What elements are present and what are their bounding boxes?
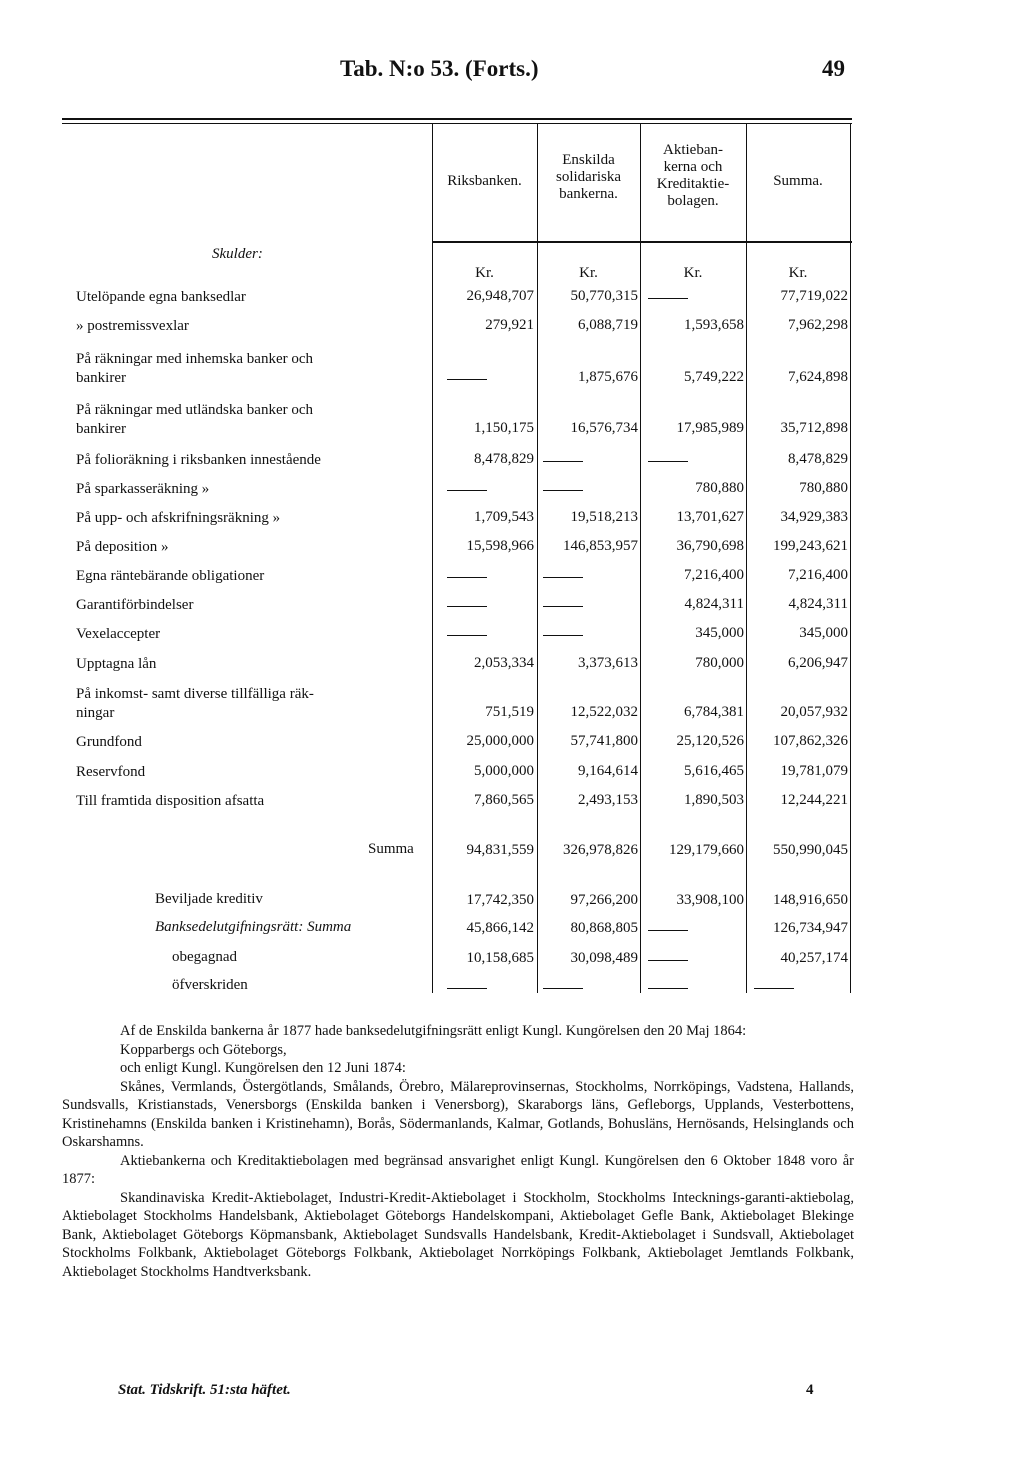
col-divider-4	[746, 123, 747, 993]
table-title: Tab. N:o 53. (Forts.)	[340, 56, 539, 81]
data-table	[62, 118, 852, 1008]
page-header	[0, 56, 1024, 86]
row-label: På sparkasseräkning »	[76, 481, 210, 497]
value-cell: 97,266,200	[570, 892, 638, 908]
value-cell: 2,053,334	[474, 655, 534, 671]
value-cell: 40,257,174	[780, 950, 848, 966]
col-header-line: Enskilda	[562, 152, 615, 168]
col-header-riksbanken	[432, 173, 537, 190]
value-cell: 80,868,805	[570, 920, 638, 936]
value-cell: 5,616,465	[684, 763, 744, 779]
col-header-line: Summa.	[773, 173, 823, 189]
table-top-rule	[62, 118, 852, 120]
value-cell: 12,244,221	[780, 792, 848, 808]
footer-source: Stat. Tidskrift. 51:sta häftet.	[118, 1382, 291, 1398]
value-cell: 17,985,989	[676, 420, 744, 436]
value-cell: 6,088,719	[578, 317, 638, 333]
value-cell: 7,624,898	[788, 369, 848, 385]
note-paragraph: Skandinaviska Kredit-Aktiebolaget, Industri-Kredit-Aktiebolaget i Stockholm, Stockholms Intecknings-garanti-aktiebolag, Aktiebolaget Stockholms Handelsbank, Aktiebolaget Göteborgs Handelskompani, Aktiebolaget Gefle Bank, Aktiebolaget Blekinge Bank, Aktiebolaget Göteborgs Köpmansbank, Aktiebolaget Sundsvalls Handelsbank, Kredit-Aktiebolaget i Sundsvall, Aktiebolaget Stockholms Folkbank, Aktiebolaget Göteborgs Folkbank, Aktiebolaget Norrköpings Folkbank, Aktiebolaget Jemtlands Folkbank, Aktiebolaget Stockholms Handtverksbank.	[62, 1189, 854, 1280]
unit-label: Kr.	[579, 265, 598, 281]
value-cell: 550,990,045	[773, 842, 848, 858]
note-paragraph: Kopparbergs och Göteborgs,	[120, 1041, 287, 1058]
col-divider-2	[537, 123, 538, 993]
col-header-line: solidariska	[556, 169, 621, 185]
row-label: På räkningar med inhemska banker och	[76, 351, 314, 367]
note-paragraph: och enligt Kungl. Kungörelsen den 12 Juni 1874:	[120, 1060, 406, 1076]
value-cell: 7,860,565	[474, 792, 534, 808]
value-cell: 94,831,559	[466, 842, 534, 858]
empty-dash	[447, 606, 487, 607]
col-header-line: kerna och	[663, 159, 723, 175]
col-divider-5	[850, 123, 851, 993]
value-cell: 1,875,676	[578, 369, 638, 385]
value-cell: 16,576,734	[570, 420, 638, 436]
row-label: Egna räntebärande obligationer	[76, 568, 265, 584]
notes-section	[62, 1022, 854, 1281]
summa-label: Summa	[368, 841, 414, 857]
value-cell: 45,866,142	[466, 920, 534, 936]
value-cell: 10,158,685	[466, 950, 534, 966]
col-divider-1	[432, 123, 433, 993]
value-cell: 8,478,829	[788, 451, 848, 467]
row-label: På deposition »	[76, 539, 169, 555]
value-cell: 751,519	[485, 704, 534, 720]
col-header-line: bolagen.	[667, 193, 719, 209]
value-cell: 6,784,381	[684, 704, 744, 720]
table-top-rule-thin	[62, 123, 852, 124]
credit-row-label: obegagnad	[172, 949, 237, 965]
value-cell: 326,978,826	[563, 842, 638, 858]
empty-dash	[648, 960, 688, 961]
value-cell: 780,000	[695, 655, 744, 671]
value-cell: 7,962,298	[788, 317, 848, 333]
value-cell: 780,880	[799, 480, 848, 496]
col-header-line: Aktieban-	[663, 142, 723, 158]
row-label: Utelöpande egna banksedlar	[76, 289, 246, 305]
empty-dash	[648, 930, 688, 931]
note-paragraph: Aktiebankerna och Kreditaktiebolagen med begränsad ansvarighet enligt Kungl. Kungörelsen den 6 Oktober 1848 voro år 1877:	[62, 1152, 854, 1187]
value-cell: 107,862,326	[773, 733, 848, 749]
value-cell: 199,243,621	[773, 538, 848, 554]
value-cell: 148,916,650	[773, 892, 848, 908]
value-cell: 33,908,100	[676, 892, 744, 908]
col-header-line: Kreditaktie-	[656, 176, 730, 192]
value-cell: 35,712,898	[780, 420, 848, 436]
section-label-skulder: Skulder:	[212, 246, 263, 262]
value-cell: 3,373,613	[578, 655, 638, 671]
empty-dash	[543, 577, 583, 578]
col-divider-3	[640, 123, 641, 993]
value-cell: 4,824,311	[788, 596, 848, 612]
value-cell: 19,781,079	[780, 763, 848, 779]
value-cell: 780,880	[695, 480, 744, 496]
col-header-summa	[746, 173, 850, 190]
empty-dash	[543, 606, 583, 607]
value-cell: 4,824,311	[684, 596, 744, 612]
value-cell: 7,216,400	[788, 567, 848, 583]
empty-dash	[447, 635, 487, 636]
empty-dash	[447, 490, 487, 491]
value-cell: 9,164,614	[578, 763, 638, 779]
empty-dash	[543, 490, 583, 491]
col-header-aktiebanker	[640, 142, 746, 210]
row-label: bankirer	[76, 421, 126, 437]
value-cell: 345,000	[695, 625, 744, 641]
value-cell: 30,098,489	[570, 950, 638, 966]
unit-label: Kr.	[683, 265, 703, 281]
value-cell: 25,120,526	[676, 733, 744, 749]
footer-signature: 4	[806, 1382, 814, 1398]
value-cell: 17,742,350	[466, 892, 534, 908]
value-cell: 345,000	[799, 625, 848, 641]
value-cell: 1,890,503	[684, 792, 744, 808]
credit-row-label: Banksedelutgifningsrätt: Summa	[155, 919, 352, 935]
row-label: bankirer	[76, 370, 126, 386]
value-cell: 50,770,315	[570, 288, 638, 304]
credit-row-label: Beviljade kreditiv	[155, 891, 263, 907]
value-cell: 1,709,543	[474, 509, 534, 525]
col-header-line: Riksbanken.	[447, 173, 522, 189]
note-paragraph: Af de Enskilda bankerna år 1877 hade banksedelutgifningsrätt enligt Kungl. Kungörelsen den 20 Maj 1864:	[120, 1023, 747, 1039]
value-cell: 34,929,383	[780, 509, 848, 525]
note-paragraph: Skånes, Vermlands, Östergötlands, Smålands, Örebro, Mälareprovinsernas, Stockholms, Norrköpings, Vadstena, Hallands, Sundsvalls, Kristianstads, Venersborgs (Enskilda banken i Venersborg), Skaraborgs läns, Gefleborgs, Upplands, Vesterbottens, Kristinehamns (Enskilda banken i Kristinehamn), Borås, Södermanlands, Kalmar, Gotlands, Bohusläns, Hernösands, Helsinglands och Oskarshamns.	[62, 1078, 854, 1150]
row-label: På upp- och afskrifningsräkning »	[76, 510, 281, 526]
row-label: På inkomst- samt diverse tillfälliga räk-	[76, 686, 314, 702]
value-cell: 6,206,947	[788, 655, 848, 671]
value-cell: 12,522,032	[570, 704, 638, 720]
row-label: På folioräkning i riksbanken innestående	[76, 452, 321, 468]
empty-dash	[447, 379, 487, 380]
value-cell: 13,701,627	[676, 509, 744, 525]
empty-dash	[648, 988, 688, 989]
empty-dash	[648, 461, 688, 462]
value-cell: 146,853,957	[563, 538, 638, 554]
row-label: ningar	[76, 705, 115, 721]
value-cell: 20,057,932	[780, 704, 848, 720]
row-label: Upptagna lån	[76, 656, 157, 672]
empty-dash	[754, 988, 794, 989]
value-cell: 25,000,000	[466, 733, 534, 749]
value-cell: 1,593,658	[684, 317, 744, 333]
row-label: » postremissvexlar	[76, 318, 189, 334]
empty-dash	[543, 461, 583, 462]
value-cell: 57,741,800	[570, 733, 638, 749]
value-cell: 15,598,966	[466, 538, 534, 554]
value-cell: 5,000,000	[474, 763, 534, 779]
value-cell: 126,734,947	[773, 920, 848, 936]
row-label: På räkningar med utländska banker och	[76, 402, 314, 418]
value-cell: 77,719,022	[780, 288, 848, 304]
value-cell: 1,150,175	[474, 420, 534, 436]
col-header-line: bankerna.	[559, 186, 618, 202]
value-cell: 26,948,707	[466, 288, 534, 304]
row-label: Grundfond	[76, 734, 142, 750]
header-bottom-rule	[432, 241, 852, 243]
value-cell: 19,518,213	[570, 509, 638, 525]
empty-dash	[447, 988, 487, 989]
row-label: Till framtida disposition afsatta	[76, 793, 265, 809]
value-cell: 129,179,660	[669, 842, 744, 858]
value-cell: 7,216,400	[684, 567, 744, 583]
credit-row-label: öfverskriden	[172, 977, 248, 993]
row-label: Vexelaccepter	[76, 626, 161, 642]
value-cell: 8,478,829	[474, 451, 534, 467]
col-header-enskilda	[537, 152, 640, 203]
page-number: 49	[822, 56, 845, 81]
row-label: Garantiförbindelser	[76, 597, 194, 613]
value-cell: 5,749,222	[684, 369, 744, 385]
row-label: Reservfond	[76, 764, 146, 780]
empty-dash	[447, 577, 487, 578]
empty-dash	[543, 635, 583, 636]
unit-label: Kr.	[475, 265, 494, 281]
empty-dash	[648, 298, 688, 299]
page-footer	[118, 1382, 838, 1399]
value-cell: 2,493,153	[578, 792, 638, 808]
value-cell: 279,921	[485, 317, 534, 333]
unit-label: Kr.	[788, 265, 808, 281]
value-cell: 36,790,698	[676, 538, 744, 554]
empty-dash	[543, 988, 583, 989]
